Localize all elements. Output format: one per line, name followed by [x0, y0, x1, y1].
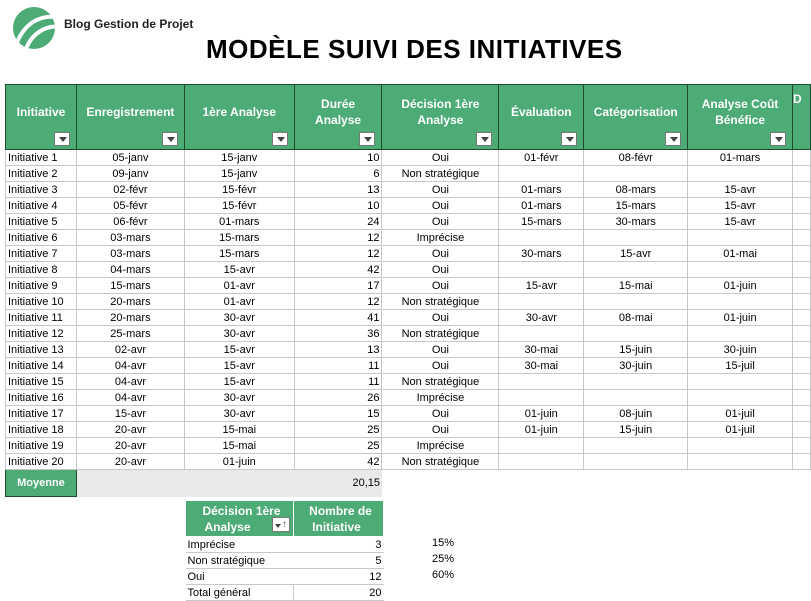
table-cell[interactable]: 10 [294, 198, 382, 214]
table-cell[interactable]: Initiative 10 [6, 294, 77, 310]
table-cell[interactable] [499, 454, 584, 470]
table-cell[interactable]: 15-avr [76, 406, 184, 422]
table-cell[interactable] [688, 374, 793, 390]
table-cell[interactable]: Non stratégique [382, 166, 499, 182]
filter-dropdown-icon[interactable] [359, 132, 375, 146]
table-cell[interactable]: 15-avr [184, 342, 294, 358]
table-cell[interactable]: 15-mai [184, 422, 294, 438]
table-cell[interactable] [688, 262, 793, 278]
table-cell[interactable]: 15-janv [184, 166, 294, 182]
table-row [6, 342, 811, 358]
pivot-row [186, 553, 384, 569]
table-cell[interactable]: 20-mars [76, 294, 184, 310]
table-cell[interactable]: 15-mars [184, 246, 294, 262]
table-cell[interactable] [584, 454, 688, 470]
table-cell[interactable] [584, 230, 688, 246]
filter-dropdown-icon[interactable] [54, 132, 70, 146]
leaf-logo-icon [10, 5, 62, 51]
table-cell[interactable]: 30-mars [499, 246, 584, 262]
table-header-row [6, 85, 811, 150]
table-cell[interactable]: 01-juin [688, 310, 793, 326]
table-cell[interactable]: 01-avr [184, 278, 294, 294]
table-cell[interactable]: 05-janv [76, 150, 184, 166]
filter-dropdown-icon[interactable] [561, 132, 577, 146]
table-row [6, 374, 811, 390]
table-row [6, 150, 811, 166]
table-row [6, 454, 811, 470]
table-cell[interactable]: 15-févr [184, 182, 294, 198]
table-cell[interactable]: 15-avr [584, 246, 688, 262]
pivot-header-row [186, 501, 384, 537]
table-cell[interactable]: 30-juin [584, 358, 688, 374]
table-cell[interactable] [499, 294, 584, 310]
table-cell[interactable]: 42 [294, 262, 382, 278]
pivot-row [186, 585, 384, 601]
table-cell[interactable]: 12 [294, 230, 382, 246]
brand-name: Blog Gestion de Projet [64, 17, 194, 31]
table-cell[interactable]: 25-mars [76, 326, 184, 342]
table-row [6, 406, 811, 422]
table-row [6, 438, 811, 454]
column-header-6[interactable]: Catégorisation [584, 85, 688, 150]
table-cell[interactable]: 05-févr [76, 198, 184, 214]
table-cell[interactable]: Initiative 17 [6, 406, 77, 422]
table-cell[interactable]: 04-mars [76, 262, 184, 278]
table-cell[interactable]: Initiative 3 [6, 182, 77, 198]
table-cell[interactable]: 01-avr [184, 294, 294, 310]
table-cell[interactable]: 01-juin [688, 278, 793, 294]
table-cell[interactable] [499, 374, 584, 390]
table-cell[interactable] [584, 326, 688, 342]
average-label: Moyenne [6, 470, 77, 497]
table-cell[interactable]: Oui [382, 182, 499, 198]
table-cell[interactable]: 01-mai [688, 246, 793, 262]
table-cell[interactable]: 01-mars [499, 182, 584, 198]
table-cell[interactable]: 15 [294, 406, 382, 422]
table-cell[interactable]: 30-avr [184, 310, 294, 326]
table-cell[interactable]: 30-avr [499, 310, 584, 326]
table-row [6, 422, 811, 438]
pivot-label[interactable]: Total général [186, 585, 294, 601]
table-cell[interactable]: Imprécise [382, 230, 499, 246]
table-cell[interactable]: 15-mars [184, 230, 294, 246]
table-cell[interactable] [688, 230, 793, 246]
table-cell[interactable]: 13 [294, 182, 382, 198]
filter-dropdown-icon[interactable] [476, 132, 492, 146]
table-cell[interactable]: 6 [294, 166, 382, 182]
table-cell[interactable]: Initiative 19 [6, 438, 77, 454]
table-cell[interactable]: Initiative 4 [6, 198, 77, 214]
pivot-label[interactable]: Imprécise [186, 537, 294, 553]
table-cell[interactable]: 15-mai [184, 438, 294, 454]
table-cell[interactable]: 10 [294, 150, 382, 166]
table-cell[interactable]: Initiative 18 [6, 422, 77, 438]
table-cell[interactable]: Oui [382, 198, 499, 214]
table-cell[interactable]: Non stratégique [382, 326, 499, 342]
table-cell[interactable]: 08-févr [584, 150, 688, 166]
table-cell[interactable]: 11 [294, 358, 382, 374]
table-row [6, 278, 811, 294]
table-cell[interactable]: 15-avr [184, 358, 294, 374]
table-cell[interactable]: 15-mars [584, 198, 688, 214]
initiatives-table [5, 84, 811, 497]
table-cell[interactable] [688, 326, 793, 342]
brand-logo [10, 5, 193, 51]
table-cell[interactable]: 15-avr [688, 182, 793, 198]
table-cell[interactable]: 30-mars [584, 214, 688, 230]
table-cell[interactable]: 04-avr [76, 390, 184, 406]
pivot-label[interactable]: Oui [186, 569, 294, 585]
table-cell[interactable]: Oui [382, 150, 499, 166]
table-cell[interactable] [584, 390, 688, 406]
pivot-count[interactable]: 3 [294, 537, 384, 553]
table-cell[interactable] [688, 166, 793, 182]
table-cell[interactable]: Non stratégique [382, 454, 499, 470]
table-cell[interactable]: 41 [294, 310, 382, 326]
table-row [6, 310, 811, 326]
filter-dropdown-icon[interactable] [665, 132, 681, 146]
table-cell[interactable]: 15-avr [184, 262, 294, 278]
table-cell[interactable]: 09-janv [76, 166, 184, 182]
table-cell[interactable] [499, 326, 584, 342]
table-cell[interactable]: 15-juil [688, 358, 793, 374]
table-cell[interactable]: 30-mai [499, 342, 584, 358]
pivot-header-decision[interactable]: Décision 1ère Analyse ↑ [186, 501, 294, 537]
pivot-count[interactable]: 5 [294, 553, 384, 569]
table-cell[interactable]: 15-avr [688, 198, 793, 214]
column-header-2[interactable]: 1ère Analyse [184, 85, 294, 150]
table-cell[interactable]: 26 [294, 390, 382, 406]
table-cell[interactable]: Non stratégique [382, 374, 499, 390]
table-cell[interactable]: 03-mars [76, 230, 184, 246]
table-cell[interactable]: Oui [382, 278, 499, 294]
pivot-count[interactable]: 20 [294, 585, 384, 601]
table-cell[interactable]: Imprécise [382, 390, 499, 406]
table-cell[interactable]: 01-mars [499, 198, 584, 214]
table-cell[interactable] [688, 390, 793, 406]
table-row [6, 214, 811, 230]
table-cell[interactable]: 08-juin [584, 406, 688, 422]
column-header-3[interactable]: Durée Analyse [294, 85, 382, 150]
column-header-0[interactable]: Initiative [6, 85, 77, 150]
table-cell[interactable]: 02-févr [76, 182, 184, 198]
table-cell[interactable]: 08-mars [584, 182, 688, 198]
page-title: MODÈLE SUIVI DES INITIATIVES [206, 34, 623, 64]
table-cell[interactable]: 17 [294, 278, 382, 294]
table-cell[interactable]: Oui [382, 262, 499, 278]
table-cell[interactable]: Initiative 8 [6, 262, 77, 278]
table-cell[interactable]: Oui [382, 310, 499, 326]
table-cell[interactable]: Initiative 13 [6, 342, 77, 358]
table-cell[interactable]: Imprécise [382, 438, 499, 454]
pivot-header-count: Nombre de Initiative [294, 501, 384, 537]
table-cell[interactable] [584, 294, 688, 310]
table-cell[interactable]: 20-avr [76, 438, 184, 454]
table-cell[interactable]: 04-avr [76, 358, 184, 374]
table-cell[interactable] [499, 390, 584, 406]
table-cell[interactable]: 25 [294, 438, 382, 454]
table-cell[interactable]: 20-avr [76, 422, 184, 438]
table-cell[interactable]: 01-juin [499, 422, 584, 438]
table-cell[interactable]: 03-mars [76, 246, 184, 262]
table-cell[interactable]: 08-mai [584, 310, 688, 326]
table-cell[interactable] [584, 262, 688, 278]
table-cell[interactable]: 20-mars [76, 310, 184, 326]
table-cell[interactable] [688, 454, 793, 470]
table-cell[interactable]: Initiative 11 [6, 310, 77, 326]
table-row [6, 294, 811, 310]
percentage-value: 60% [432, 569, 455, 581]
table-cell[interactable]: Oui [382, 422, 499, 438]
table-cell[interactable]: 01-juil [688, 406, 793, 422]
table-row [6, 230, 811, 246]
table-cell[interactable]: Initiative 7 [6, 246, 77, 262]
table-cell[interactable]: 15-avr [184, 374, 294, 390]
column-header-7[interactable]: Analyse Coût Bénéfice [688, 85, 793, 150]
pivot-row [186, 537, 384, 553]
table-cell[interactable]: 42 [294, 454, 382, 470]
table-cell[interactable]: Oui [382, 246, 499, 262]
column-header-5[interactable]: Évaluation [499, 85, 584, 150]
table-cell[interactable]: 30-avr [184, 326, 294, 342]
table-cell[interactable]: 30-mai [499, 358, 584, 374]
table-cell[interactable] [499, 166, 584, 182]
table-cell[interactable]: 01-juin [499, 406, 584, 422]
average-row [6, 470, 811, 497]
pivot-label[interactable]: Non stratégique [186, 553, 294, 569]
percentage-value: 25% [432, 553, 455, 565]
table-cell[interactable] [499, 262, 584, 278]
table-cell[interactable]: Initiative 1 [6, 150, 77, 166]
table-row [6, 246, 811, 262]
table-cell[interactable]: 12 [294, 246, 382, 262]
table-cell[interactable]: Initiative 14 [6, 358, 77, 374]
table-cell[interactable]: Oui [382, 406, 499, 422]
table-cell[interactable] [688, 438, 793, 454]
table-cell[interactable]: 24 [294, 214, 382, 230]
table-cell[interactable]: 12 [294, 294, 382, 310]
table-row [6, 326, 811, 342]
table-cell[interactable]: 15-juin [584, 342, 688, 358]
table-row [6, 262, 811, 278]
table-cell[interactable]: 30-avr [184, 406, 294, 422]
table-row [6, 390, 811, 406]
table-cell[interactable]: 15-janv [184, 150, 294, 166]
average-value: 20,15 [294, 470, 382, 497]
column-header-4[interactable]: Décision 1ère Analyse [382, 85, 499, 150]
table-cell[interactable]: 01-juil [688, 422, 793, 438]
table-cell[interactable]: 25 [294, 422, 382, 438]
table-cell[interactable]: Initiative 9 [6, 278, 77, 294]
table-cell[interactable]: 01-mars [688, 150, 793, 166]
table-cell[interactable]: Non stratégique [382, 294, 499, 310]
table-cell[interactable] [584, 166, 688, 182]
sort-filter-icon[interactable]: ↑ [272, 517, 290, 532]
filter-dropdown-icon[interactable] [272, 132, 288, 146]
table-cell[interactable] [584, 438, 688, 454]
table-cell[interactable]: 15-mai [584, 278, 688, 294]
percentage-value: 15% [432, 537, 455, 549]
table-cell[interactable]: 01-févr [499, 150, 584, 166]
table-cell[interactable]: Initiative 20 [6, 454, 77, 470]
table-cell[interactable]: 15-avr [688, 214, 793, 230]
table-cell[interactable]: 30-avr [184, 390, 294, 406]
table-cell[interactable]: 06-févr [76, 214, 184, 230]
pivot-count[interactable]: 12 [294, 569, 384, 585]
table-cell[interactable]: 15-févr [184, 198, 294, 214]
table-row [6, 198, 811, 214]
table-cell[interactable]: Oui [382, 214, 499, 230]
pivot-table [185, 500, 384, 601]
table-cell[interactable]: 15-juin [584, 422, 688, 438]
filter-dropdown-icon[interactable] [162, 132, 178, 146]
table-cell[interactable]: 36 [294, 326, 382, 342]
table-cell[interactable]: 04-avr [76, 374, 184, 390]
table-cell[interactable]: 15-mars [76, 278, 184, 294]
column-header-1[interactable]: Enregistrement [76, 85, 184, 150]
table-row [6, 166, 811, 182]
table-cell[interactable]: 02-avr [76, 342, 184, 358]
table-cell[interactable]: 13 [294, 342, 382, 358]
table-cell[interactable]: 15-mars [499, 214, 584, 230]
table-cell[interactable] [499, 438, 584, 454]
table-cell[interactable]: 20-avr [76, 454, 184, 470]
table-row [6, 182, 811, 198]
table-cell[interactable]: 11 [294, 374, 382, 390]
table-cell[interactable] [584, 374, 688, 390]
table-cell[interactable]: Initiative 16 [6, 390, 77, 406]
table-cell[interactable]: 01-mars [184, 214, 294, 230]
filter-dropdown-icon[interactable] [770, 132, 786, 146]
table-cell[interactable]: Initiative 15 [6, 374, 77, 390]
table-cell[interactable]: Initiative 12 [6, 326, 77, 342]
pivot-row [186, 569, 384, 585]
table-cell[interactable] [688, 294, 793, 310]
table-cell[interactable]: Initiative 2 [6, 166, 77, 182]
table-cell[interactable]: Initiative 5 [6, 214, 77, 230]
table-cell[interactable]: 15-avr [499, 278, 584, 294]
table-cell[interactable]: Oui [382, 342, 499, 358]
table-cell[interactable]: 01-juin [184, 454, 294, 470]
table-cell[interactable]: Initiative 6 [6, 230, 77, 246]
column-header-cut[interactable]: D [793, 85, 811, 150]
table-cell[interactable]: 30-juin [688, 342, 793, 358]
table-row [6, 358, 811, 374]
table-cell[interactable] [499, 230, 584, 246]
table-cell[interactable]: Oui [382, 358, 499, 374]
